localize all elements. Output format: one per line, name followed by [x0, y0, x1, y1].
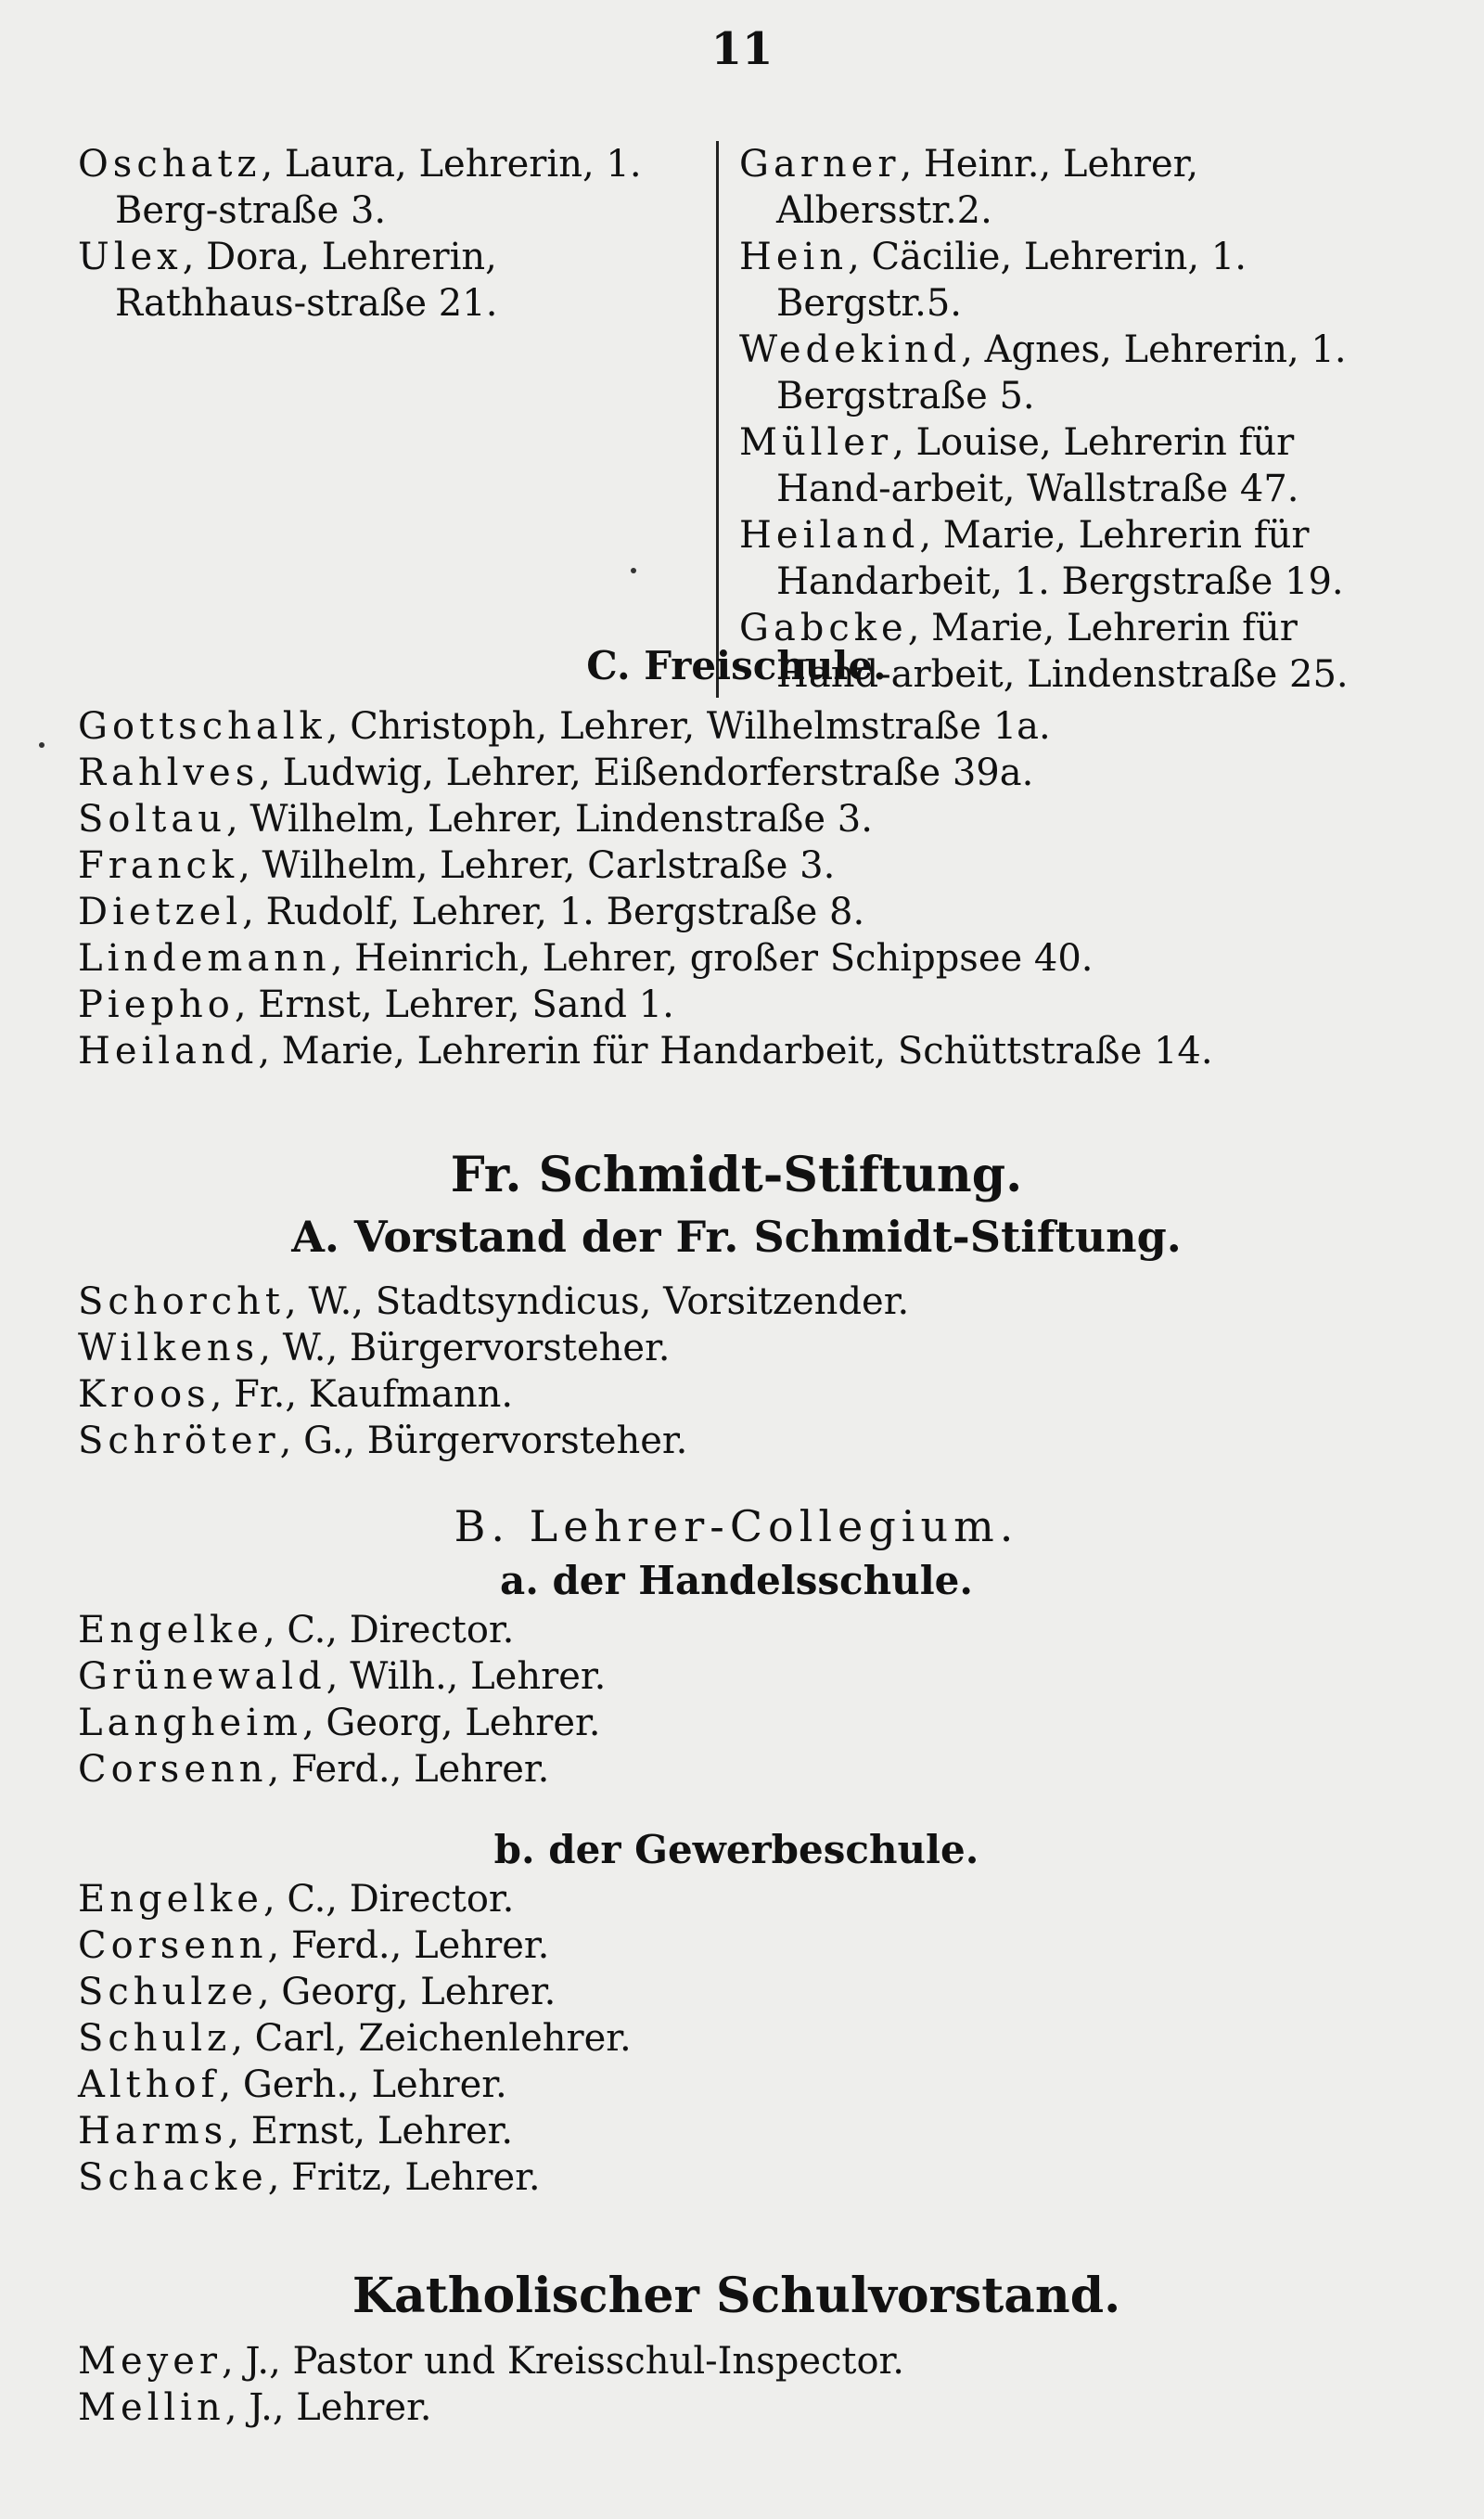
entry-name: Hein: [739, 236, 849, 278]
entry-name: Müller: [739, 421, 893, 464]
entry-name: Heiland: [739, 514, 920, 557]
ink-speck: [39, 742, 45, 748]
list-item: [78, 1969, 1395, 2015]
left-column: [78, 141, 716, 698]
entry-name: Harms: [78, 2110, 228, 2153]
list-item: [78, 982, 1395, 1028]
entry-details: , Marie, Lehrerin für Handarbeit, 1. Bergstraße 19.: [776, 514, 1344, 603]
list-item: [78, 2062, 1395, 2108]
list-item: [78, 2015, 1395, 2062]
entry-details: , Wilh., Lehrer.: [326, 1655, 607, 1698]
list-item: [78, 1028, 1395, 1074]
freischule-section: [78, 640, 1395, 1074]
entry-name: Grünewald: [78, 1655, 326, 1698]
section-heading: Fr. Schmidt-Stiftung.: [450, 1147, 1023, 1203]
list-item: [78, 2384, 1395, 2431]
entry-name: Heiland: [78, 1030, 259, 1073]
section-heading: Katholischer Schulvorstand.: [352, 2268, 1121, 2324]
list-item: [78, 2108, 1395, 2154]
entry-name: Wedekind: [739, 328, 962, 371]
list-item: [78, 796, 1395, 842]
entry-details: , Rudolf, Lehrer, 1. Bergstraße 8.: [242, 891, 865, 933]
list-item: [78, 1922, 1395, 1969]
list-item: [739, 141, 1370, 234]
list-item: [739, 327, 1370, 419]
entry-details: , Wilhelm, Lehrer, Carlstraße 3.: [238, 844, 836, 887]
entry-details: , W., Bürgervorsteher.: [259, 1327, 671, 1369]
list-item: [78, 1418, 1395, 1464]
right-column: [716, 141, 1370, 698]
entry-name: Wilkens: [78, 1327, 260, 1369]
entry-name: Gabcke: [739, 607, 908, 649]
entry-details: , C., Director.: [262, 1609, 515, 1651]
list-item: [78, 234, 699, 327]
entry-details: , Ferd., Lehrer.: [267, 1748, 550, 1791]
list-item: [78, 889, 1395, 935]
list-item: [78, 1325, 1395, 1371]
two-column-list: [78, 141, 1376, 698]
entry-details: , Christoph, Lehrer, Wilhelmstraße 1a.: [326, 705, 1051, 748]
list-item: [78, 1279, 1395, 1325]
entry-name: Schulz: [78, 2017, 232, 2060]
subsection-heading: a. der Handelsschule.: [499, 1558, 973, 1603]
entry-name: Althof: [78, 2063, 220, 2106]
stiftung-section: [78, 1143, 1395, 2201]
entry-name: Schulze: [78, 1971, 258, 2013]
entry-name: Kroos: [78, 1373, 211, 1416]
entry-name: Lindemann: [78, 937, 331, 980]
list-item: [78, 141, 699, 234]
entry-name: Langheim: [78, 1702, 302, 1744]
entry-details: , Fritz, Lehrer.: [267, 2156, 541, 2199]
entry-name: Ulex: [78, 236, 183, 278]
entry-name: Garner: [739, 143, 901, 186]
entry-name: Schacke: [78, 2156, 268, 2199]
subsection-heading: B. Lehrer-Collegium.: [454, 1501, 1019, 1551]
list-item: [739, 419, 1370, 512]
entry-details: , Ernst, Lehrer, Sand 1.: [234, 983, 674, 1026]
entry-details: , Marie, Lehrerin für Hand-arbeit, Lindenstraße 25.: [776, 607, 1349, 696]
entry-details: , Ferd., Lehrer.: [267, 1924, 550, 1967]
entry-details: , Laura, Lehrerin, 1. Berg-straße 3.: [115, 143, 642, 232]
entry-details: , Louise, Lehrerin für Hand-arbeit, Wallstraße 47.: [776, 421, 1299, 510]
entry-details: , Marie, Lehrerin für Handarbeit, Schüttstraße 14.: [258, 1030, 1213, 1073]
list-item: [78, 1607, 1395, 1653]
entry-details: , J., Pastor und Kreisschul-Inspector.: [222, 2340, 904, 2383]
entry-name: Gottschalk: [78, 705, 326, 748]
entry-details: , Ernst, Lehrer.: [227, 2110, 514, 2153]
entry-name: Rahlves: [78, 752, 260, 794]
entry-details: , Agnes, Lehrerin, 1. Bergstraße 5.: [776, 328, 1347, 418]
entry-details: , Wilhelm, Lehrer, Lindenstraße 3.: [225, 798, 873, 841]
list-item: [78, 1746, 1395, 1793]
entry-name: Soltau: [78, 798, 226, 841]
list-item: [78, 2154, 1395, 2201]
entry-details: , Heinr., Lehrer, Albersstr.2.: [776, 143, 1199, 232]
katholisch-section: [78, 2264, 1395, 2431]
list-item: [739, 234, 1370, 327]
entry-name: Franck: [78, 844, 239, 887]
subsection-heading: A. Vorstand der Fr. Schmidt-Stiftung.: [291, 1212, 1182, 1262]
entry-name: Engelke: [78, 1878, 263, 1921]
subsection-heading: b. der Gewerbeschule.: [493, 1827, 979, 1872]
entry-details: , Carl, Zeichenlehrer.: [231, 2017, 632, 2060]
entry-details: , Gerh., Lehrer.: [219, 2063, 507, 2106]
entry-details: , J., Lehrer.: [224, 2386, 432, 2429]
list-item: [739, 512, 1370, 605]
section-heading: C. Freischule.: [586, 643, 887, 688]
entry-name: Engelke: [78, 1609, 263, 1651]
entry-name: Corsenn: [78, 1924, 268, 1967]
entry-name: Dietzel: [78, 891, 243, 933]
entry-name: Oschatz: [78, 143, 262, 186]
entry-name: Schorcht: [78, 1280, 286, 1323]
list-item: [78, 750, 1395, 796]
list-item: [78, 1700, 1395, 1746]
page-number: 11: [710, 23, 774, 75]
entry-details: , Georg, Lehrer.: [257, 1971, 556, 2013]
list-item: [78, 842, 1395, 889]
entry-name: Meyer: [78, 2340, 223, 2383]
entry-details: , Ludwig, Lehrer, Eißendorferstraße 39a.: [259, 752, 1034, 794]
entry-name: Schröter: [78, 1420, 280, 1462]
entry-name: Corsenn: [78, 1748, 268, 1791]
entry-details: , C., Director.: [262, 1878, 515, 1921]
list-item: [78, 1876, 1395, 1922]
entry-details: , Dora, Lehrerin, Rathhaus-straße 21.: [115, 236, 498, 325]
entry-details: , Georg, Lehrer.: [301, 1702, 601, 1744]
list-item: [78, 1653, 1395, 1700]
entry-name: Mellin: [78, 2386, 225, 2429]
entry-details: , Cäcilie, Lehrerin, 1. Bergstr.5.: [776, 236, 1247, 325]
list-item: [78, 2338, 1395, 2384]
entry-details: , Fr., Kaufmann.: [210, 1373, 514, 1416]
entry-details: , Heinrich, Lehrer, großer Schippsee 40.: [330, 937, 1094, 980]
list-item: [78, 1371, 1395, 1418]
entry-details: , G., Bürgervorsteher.: [279, 1420, 688, 1462]
ink-speck: [631, 568, 636, 573]
entry-details: , W., Stadtsyndicus, Vorsitzender.: [285, 1280, 910, 1323]
entry-name: Piepho: [78, 983, 235, 1026]
list-item: [78, 703, 1395, 750]
list-item: [78, 935, 1395, 982]
